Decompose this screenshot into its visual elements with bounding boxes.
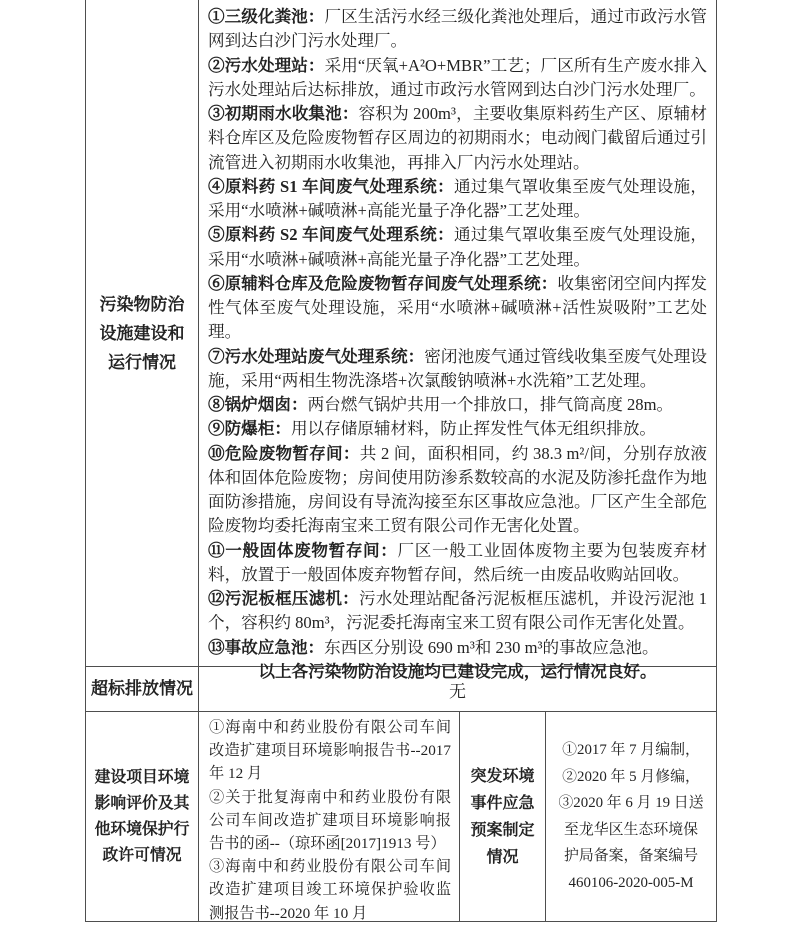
row-permits — [86, 711, 716, 921]
emergency-plan-entry: ①2017 年 7 月编制， — [562, 742, 700, 758]
facility-item-lead: ⑦污水处理站废气处理系统： — [208, 346, 425, 366]
emergency-plan-value — [545, 712, 716, 921]
permits-documents — [198, 712, 459, 921]
facility-item-text: 两台燃气锅炉共用一个排放口，排气筒高度 28m。 — [307, 395, 674, 414]
facility-item-lead: ⑤原料药 S2 车间废气处理系统： — [208, 225, 454, 245]
emergency-plan-entry: ③2020 年 6 月 19 日送至龙华区生态环境保护局备案，备案编号 460106-2020-005-M — [558, 795, 704, 891]
pollution-control-content — [198, 0, 716, 681]
facility-item-text: 密闭池废气通过管线收集至废气处理设施，采用“两相生物洗涤塔+次氯酸钠喷淋+水洗箱”工艺处理。 — [208, 346, 708, 390]
pollution-control-summary: 以上各污染物防治设施均已建设完成，运行情况良好。 — [258, 661, 657, 681]
facility-item — [208, 223, 707, 272]
permit-document: ②关于批复海南中和药业股份有限公司车间改造扩建项目环境影响报告书的函--（琼环函[2017]1913 号） — [209, 788, 451, 853]
facility-item-text: 共 2 间，面积相同，约 38.3 m²/间，分别存放液体和固体危险废物；房间使用防渗系数较高的水泥及防渗托盘作为地面防渗措施，房间设有导流沟接至东区事故应急池。厂区产生全部危险废物均委托海南宝来工贸有限公司作无害化处置。 — [208, 443, 708, 536]
permit-document: ③海南中和药业股份有限公司车间改造扩建项目竣工环境保护验收监测报告书--2020 年 10 月 — [209, 858, 451, 922]
facility-item — [208, 5, 707, 54]
facility-item-text: 容积为 200m³，主要收集原料药生产区、原辅材料仓库区及危险废物暂存区周边的初期雨水；电动阀门截留后通过引流管进入初期雨水收集池，再排入厂内污水处理站。 — [208, 104, 708, 172]
facility-item-lead: ⑥原辅料仓库及危险废物暂存间废气处理系统： — [208, 273, 558, 293]
facility-item — [208, 272, 707, 345]
row-excess-discharge — [86, 666, 716, 711]
emergency-plan-label: 突发环境事件应急预案制定情况 — [459, 712, 545, 921]
permit-document: ①海南中和药业股份有限公司车间改造扩建项目环境影响报告书--2017 年 12 月 — [209, 719, 451, 783]
facility-item — [208, 539, 707, 588]
environmental-report-table — [85, 0, 717, 922]
facility-item-lead: ⑫污泥板框压滤机： — [208, 589, 359, 608]
facility-item-lead: ④原料药 S1 车间废气处理系统： — [208, 176, 454, 196]
row-pollution-control — [86, 0, 716, 681]
emergency-plan-entry: ②2020 年 5 月修编， — [562, 768, 700, 785]
permits-label: 建设项目环境影响评价及其他环境保护行政许可情况 — [94, 768, 190, 864]
facility-item-text: 用以存储原辅材料，防止挥发性气体无组织排放。 — [290, 419, 657, 439]
facility-item — [208, 636, 707, 660]
excess-discharge-label: 超标排放情况 — [91, 679, 193, 698]
facility-item-lead: ③初期雨水收集池： — [208, 104, 359, 123]
facility-item — [208, 54, 707, 103]
facility-item-text: 东西区分别设 690 m³和 230 m³的事故应急池。 — [324, 637, 659, 657]
facility-item-text: 采用“厌氧+A²O+MBR”工艺；厂区所有生产废水排入污水处理站后达标排放，通过市政污水管网到达白沙门污水处理厂。 — [208, 55, 708, 99]
facility-item-lead: ②污水处理站： — [208, 55, 325, 75]
facility-item-lead: ⑩危险废物暂存间： — [208, 443, 360, 463]
facility-item-text: 收集密闭空间内挥发性气体至废气处理设施，采用“水喷淋+碱喷淋+活性炭吸附”工艺处理。 — [208, 273, 707, 342]
pollution-control-label: 污染物防治设施建设和运行情况 — [99, 294, 185, 372]
facility-item-text: 污水处理站配备污泥板框压滤机，并设污泥池 1 个，容积约 80m³，污泥委托海南宝来工贸有限公司作无害化处置。 — [208, 589, 708, 633]
facility-item-text: 通过集气罩收集至废气处理设施，采用“水喷淋+碱喷淋+高能光量子净化器”工艺处理。 — [208, 225, 708, 269]
facility-item — [208, 417, 707, 441]
facility-item — [208, 587, 707, 636]
facility-item-lead: ⑧锅炉烟囱： — [208, 395, 308, 414]
facility-item-text: 厂区一般工业固体废物主要为包装废弃材料，放置于一般固体废弃物暂存间，然后统一由废品收购站回收。 — [208, 540, 708, 584]
facility-item — [208, 102, 707, 175]
facility-item-lead: ⑪一般固体废物暂存间： — [208, 540, 398, 560]
excess-discharge-value: 无 — [198, 667, 716, 711]
facility-item — [208, 442, 707, 539]
facility-item-lead: ⑬事故应急池： — [208, 637, 325, 657]
facility-item-lead: ⑨防爆柜： — [208, 419, 291, 439]
facility-item — [208, 175, 707, 224]
facility-item-text: 厂区生活污水经三级化粪池处理后，通过市政污水管网到达白沙门污水处理厂。 — [208, 7, 708, 51]
facility-item — [208, 345, 707, 394]
facility-item — [208, 393, 707, 417]
facility-item-text: 通过集气罩收集至废气处理设施，采用“水喷淋+碱喷淋+高能光量子净化器”工艺处理。 — [208, 176, 708, 220]
facility-item-lead: ①三级化粪池： — [208, 7, 325, 26]
